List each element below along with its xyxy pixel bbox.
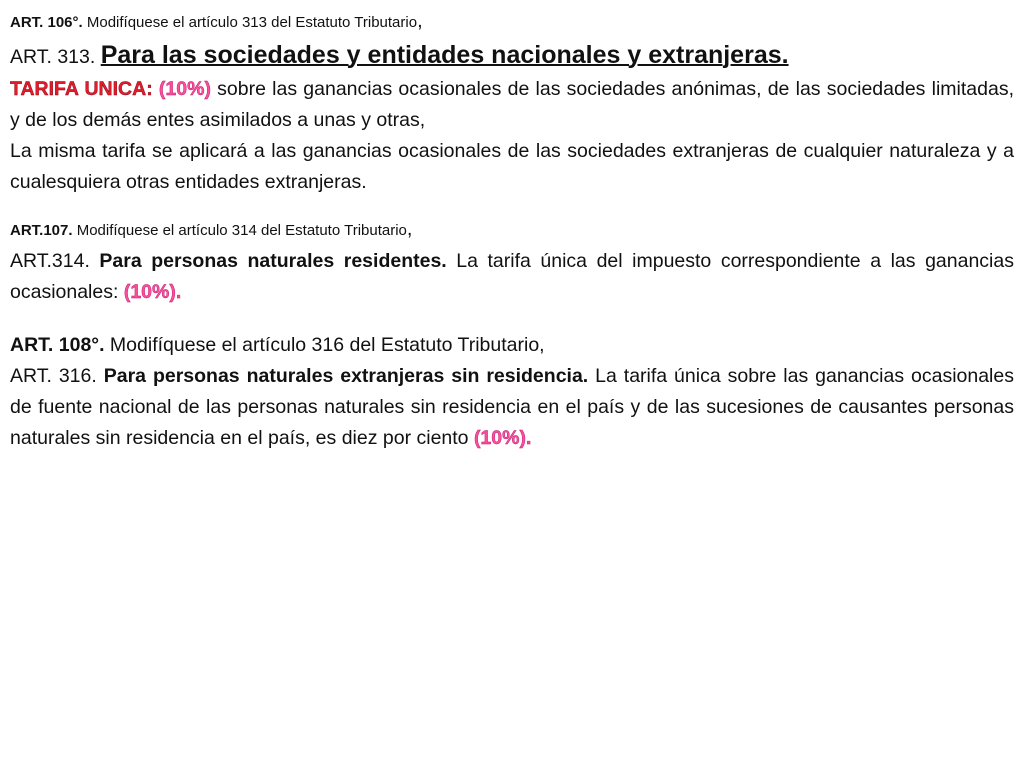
spacer — [10, 198, 1014, 216]
tarifa-unica-label: TARIFA UNICA: — [10, 78, 153, 100]
art106-text: Modifíquese el artículo 313 del Estatuto Tributario — [82, 14, 418, 31]
art107-comma: , — [406, 218, 413, 240]
art314-label: ART.314. — [10, 250, 100, 272]
art316-title: Para personas naturales extranjeras sin residencia. — [103, 365, 589, 387]
slide-content — [10, 8, 1014, 454]
art314-text: La tarifa única del impuesto correspondiente a las ganancias ocasionales: — [10, 250, 1014, 303]
art313-label: ART. 313. — [10, 46, 101, 68]
art108-label: ART. 108°. — [10, 334, 105, 356]
art107-line — [10, 216, 1014, 244]
art313-paragraph-2: La misma tarifa se aplicará a las ganancias ocasionales de las sociedades extranjeras de cualquier naturaleza y a cualesquiera otras entidades extranjeras. — [10, 140, 1014, 193]
art314-title: Para personas naturales residentes. — [99, 250, 447, 272]
art106-line — [10, 8, 1014, 36]
tarifa-unica-rate: (10%) — [158, 78, 211, 100]
art314-rate: (10%). — [123, 281, 182, 303]
art314-paragraph — [10, 246, 1014, 308]
art313-paragraph-1 — [10, 74, 1014, 136]
art108-line — [10, 330, 1014, 361]
art313-heading — [10, 38, 1014, 74]
art108-text: Modifíquese el artículo 316 del Estatuto Tributario, — [104, 334, 545, 356]
art316-label: ART. 316. — [10, 365, 104, 387]
art316-text: La tarifa única sobre las ganancias ocasionales de fuente nacional de las personas naturales sin residencia en el país y de las sucesiones de causantes personas naturales sin residencia en el país, es diez por ciento — [10, 365, 1014, 449]
art313-title: Para las sociedades y entidades nacionales y extranjeras. — [100, 41, 789, 69]
art316-rate: (10%). — [473, 427, 532, 449]
art107-text: Modifíquese el artículo 314 del Estatuto Tributario — [72, 222, 407, 239]
spacer — [10, 308, 1014, 330]
art313-paragraph-1-text: sobre las ganancias ocasionales de las sociedades anónimas, de las sociedades limitadas, y de los demás entes asimilados a unas y otras, — [10, 78, 1014, 131]
art316-paragraph — [10, 361, 1014, 454]
art106-comma: , — [417, 10, 423, 32]
art107-label: ART.107. — [10, 222, 73, 239]
art106-label: ART. 106°. — [10, 14, 83, 31]
